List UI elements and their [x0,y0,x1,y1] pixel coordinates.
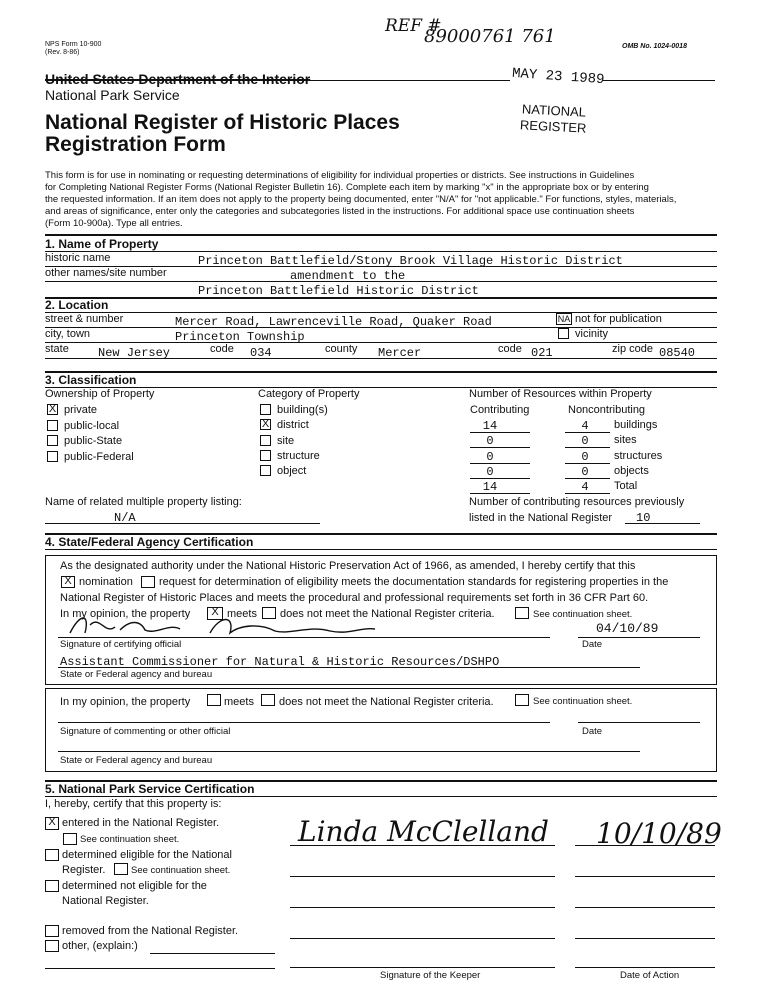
received-stamp-date: MAY 23 1989 [511,65,605,89]
category-buildings-checkbox[interactable] [260,404,271,415]
form-title: National Register of Historic Places [45,111,400,134]
section-1-top-rule [45,234,717,236]
county-value[interactable]: Mercer [378,346,422,360]
city-value[interactable]: Princeton Township [175,330,305,344]
checked-mark: X [64,575,72,587]
certifying-signature [60,605,390,640]
service-name: National Park Service [45,87,180,103]
state-rule [45,358,717,359]
date-of-action-label: Date of Action [620,970,680,981]
form-number: NPS Form 10-900 [45,41,102,48]
contributing-count[interactable]: 0 [486,450,494,464]
category-site-checkbox[interactable] [260,435,271,446]
other-names-value[interactable]: amendment to the [290,269,406,283]
noncontributing-rule [565,432,610,433]
noncontributing-count[interactable]: 4 [581,419,589,433]
contributing-label: Contributing [470,404,530,416]
commenting-date-rule [578,722,700,723]
stamp-national: NATIONAL [521,101,587,120]
see-continuation-checkbox[interactable] [515,607,529,619]
keeper-rule-5 [290,967,555,968]
keeper-rule-4 [290,938,555,939]
contributing-rule [470,432,530,433]
see-continuation-label: See continuation sheet. [533,609,633,620]
zip-label: zip code [612,343,653,355]
related-listing-value[interactable]: N/A [114,511,136,525]
city-label: city, town [45,328,91,340]
cert-nomination-label: nomination [79,576,133,588]
keeper-rule-1 [290,845,555,846]
other-explain-rule [150,953,275,954]
commenting-date-label: Date [582,726,603,737]
noncontributing-count[interactable]: 0 [581,450,589,464]
checked-mark: X [48,403,57,415]
county-label: county [325,343,358,355]
opinion-label: In my opinion, the property [60,696,191,708]
related-listing-rule [45,523,320,524]
commenting-agency-rule [58,751,640,752]
date-rule-1 [575,845,715,846]
date-rule [578,637,700,638]
commenting-agency-label: State or Federal agency and bureau [60,755,213,766]
not-for-publication-checkbox[interactable] [556,313,572,325]
cert-line-1: As the designated authority under the National Historic Preservation Act of 1966, as amended, I hereby certify that this [60,560,636,572]
noncontributing-rule [565,447,610,448]
opinion-does-not-meet-checkbox[interactable] [261,694,275,706]
checked-mark: X [261,418,270,430]
state-label: state [45,343,69,355]
keeper-signature: Linda McClelland [298,815,549,848]
resource-type-label: sites [614,434,637,446]
determined-eligible-label-1: determined eligible for the National [62,849,232,861]
omb-number: OMB No. 1024-0018 [622,43,687,50]
date-label: Date [582,639,603,650]
state-code-value[interactable]: 034 [250,346,272,360]
section-2-top-rule [45,297,717,299]
form-revision: (Rev. 8-86) [45,49,80,56]
ownership-public-state-checkbox[interactable] [47,435,58,446]
category-label: Category of Property [258,388,360,400]
section-1-heading: 1. Name of Property [45,237,159,251]
street-value[interactable]: Mercer Road, Lawrenceville Road, Quaker Road [175,315,492,329]
meets-label: meets [227,608,257,620]
street-rule [45,327,717,328]
contributing-count[interactable]: 0 [486,465,494,479]
county-code-label: code [498,343,522,355]
previously-listed-rule [625,523,700,524]
historic-name-value[interactable]: Princeton Battlefield/Stony Brook Village Historic District [198,254,623,268]
opinion-meets-checkbox[interactable] [207,694,221,706]
other-names-value-2[interactable]: Princeton Battlefield Historic District [198,284,479,298]
section-5-heading: 5. National Park Service Certification [45,782,255,796]
keeper-intro: I, hereby, certify that this property is: [45,798,222,810]
noncontributing-rule [565,478,610,479]
entered-see-continuation-checkbox[interactable] [63,833,77,845]
cert-opinion-label: In my opinion, the property [60,608,191,620]
zip-value[interactable]: 08540 [659,346,696,360]
noncontributing-rule [565,463,610,464]
noncontributing-count[interactable]: 4 [581,480,589,494]
nomination-checkbox[interactable] [61,576,75,588]
removed-label: removed from the National Register. [62,925,239,937]
section-3-top-rule [45,371,717,373]
ownership-public-federal-checkbox[interactable] [47,451,58,462]
date-rule-3 [575,907,715,908]
section-1-heading-rule [45,251,717,252]
form-subtitle: Registration Form [45,133,226,156]
historic-name-label: historic name [45,252,111,264]
checked-mark: X [211,606,219,618]
resource-type-label: objects [614,465,649,477]
opinion-see-continuation-checkbox[interactable] [515,694,529,706]
section-4-heading: 4. State/Federal Agency Certification [45,535,254,549]
section-3-heading: 3. Classification [45,373,137,387]
contributing-count[interactable]: 14 [482,419,498,433]
county-code-value[interactable]: 021 [531,346,553,360]
noncontributing-count[interactable]: 0 [581,434,589,448]
state-value[interactable]: New Jersey [98,346,171,360]
signature-rule [58,637,550,638]
contributing-rule [470,478,530,479]
commenting-official-label: Signature of commenting or other official [60,726,231,737]
not-eligible-checkbox[interactable] [45,880,59,892]
stamp-register: REGISTER [519,117,587,136]
category-object-label: object [277,465,307,477]
date-rule-2 [575,876,715,877]
category-buildings-label: building(s) [277,404,328,416]
ref-number: 89000761 761 [424,26,556,47]
cert-line-3: National Register of Historic Places and meets the procedural and professional requirements set forth in 36 CFR Part 60. [60,592,649,604]
instructions-line-4: and areas of significance, enter only the categories and subcategories listed in the instructions. For additional space use continuation sheets [45,206,635,217]
section-5-heading-rule [45,796,717,797]
keeper-rule-3 [290,907,555,908]
date-rule-4 [575,938,715,939]
not-for-publication-mark: NA [557,314,571,324]
determined-eligible-label-2: Register. [62,864,106,876]
not-eligible-label-1: determined not eligible for the [62,880,207,892]
category-object-checkbox[interactable] [260,465,271,476]
does-not-meet-label: does not meet the National Register criteria. [280,608,495,620]
other-names-rule [45,281,717,282]
ownership-private-checkbox[interactable] [47,404,58,415]
date-of-action-value[interactable]: 10/10/89 [596,817,722,850]
certifying-official-title[interactable]: Assistant Commissioner for Natural & Historic Resources/DSHPO [60,655,500,669]
removed-checkbox[interactable] [45,925,59,937]
request-determination-checkbox[interactable] [141,576,155,588]
date-rule-5 [575,967,715,968]
contributing-rule [470,447,530,448]
commenting-signature-rule [58,722,550,723]
instructions-line-3: the requested information. If an item does not apply to the property being documented, enter "N/A" for "not applicable." For functions, styles, materials, [45,194,677,205]
other-label: other, (explain:) [62,940,138,952]
entered-checkbox[interactable] [45,817,59,830]
opinion-see-continuation-label: See continuation sheet. [533,696,633,707]
previously-listed-label-1: Number of contributing resources previously [469,496,685,508]
noncontributing-label: Noncontributing [568,404,646,416]
agency-rule-right [603,80,715,81]
instructions-line-2: for Completing National Register Forms (National Register Bulletin 16). Complete each item by marking "x" in the appropriate box or by entering [45,182,649,193]
category-site-label: site [277,435,295,447]
category-district-checkbox[interactable] [260,419,271,430]
resource-type-label: buildings [614,419,658,431]
state-code-label: code [210,343,234,355]
other-explain-rule-2 [45,968,275,969]
keeper-rule-2 [290,876,555,877]
ownership-public-federal-label: public-Federal [64,451,134,463]
ownership-public-local-checkbox[interactable] [47,420,58,431]
opinion-meets-label: meets [224,696,254,708]
cert-line-2: request for determination of eligibility meets the documentation standards for registering properties in the [159,576,669,588]
agency-rule [45,80,510,81]
opinion-does-not-meet-label: does not meet the National Register criteria. [279,696,494,708]
certification-date[interactable]: 04/10/89 [596,621,659,636]
vicinity-checkbox[interactable] [558,328,569,339]
previously-listed-value[interactable]: 10 [636,511,651,525]
not-eligible-label-2: National Register. [62,895,149,907]
noncontributing-rule [565,493,610,494]
determined-see-continuation-label: See continuation sheet. [131,865,231,876]
ownership-public-local-label: public-local [64,420,120,432]
contributing-rule [470,493,530,494]
signature-label: Signature of certifying official [60,639,182,650]
vicinity-label: vicinity [575,328,609,340]
ownership-label: Ownership of Property [45,388,155,400]
agency-name: United States Department of the Interior [45,71,311,87]
other-names-label: other names/site number [45,267,167,279]
agency-bureau-label: State or Federal agency and bureau [60,669,213,680]
noncontributing-count[interactable]: 0 [581,465,589,479]
category-district-label: district [277,419,309,431]
street-label: street & number [45,313,124,325]
other-checkbox[interactable] [45,940,59,952]
contributing-count[interactable]: 14 [482,480,498,494]
ownership-private-label: private [64,404,98,416]
resource-type-label: structures [614,450,663,462]
instructions-line-5: (Form 10-900a). Type all entries. [45,218,183,229]
checked-mark: X [48,816,56,828]
previously-listed-label-2: listed in the National Register [469,512,613,524]
section-2-heading: 2. Location [45,298,109,312]
ref-label: REF # [385,16,442,36]
category-structure-label: structure [277,450,320,462]
entered-see-continuation-label: See continuation sheet. [80,834,180,845]
instructions-line-1: This form is for use in nominating or requesting determinations of eligibility for individual properties or districts. See instructions in Guidelines [45,170,635,181]
not-for-publication-label: not for publication [575,313,662,325]
ownership-public-state-label: public-State [64,435,123,447]
resource-type-label: Total [614,480,638,492]
section-4-heading-rule [45,549,717,550]
entered-label: entered in the National Register. [62,817,220,829]
contributing-rule [470,463,530,464]
agency-rule-line [58,667,640,668]
contributing-count[interactable]: 0 [486,434,494,448]
related-listing-label: Name of related multiple property listing: [45,496,242,508]
keeper-signature-label: Signature of the Keeper [380,970,481,981]
determined-see-continuation-checkbox[interactable] [114,863,128,875]
category-structure-checkbox[interactable] [260,450,271,461]
determined-eligible-checkbox[interactable] [45,849,59,861]
resources-label: Number of Resources within Property [469,388,652,400]
